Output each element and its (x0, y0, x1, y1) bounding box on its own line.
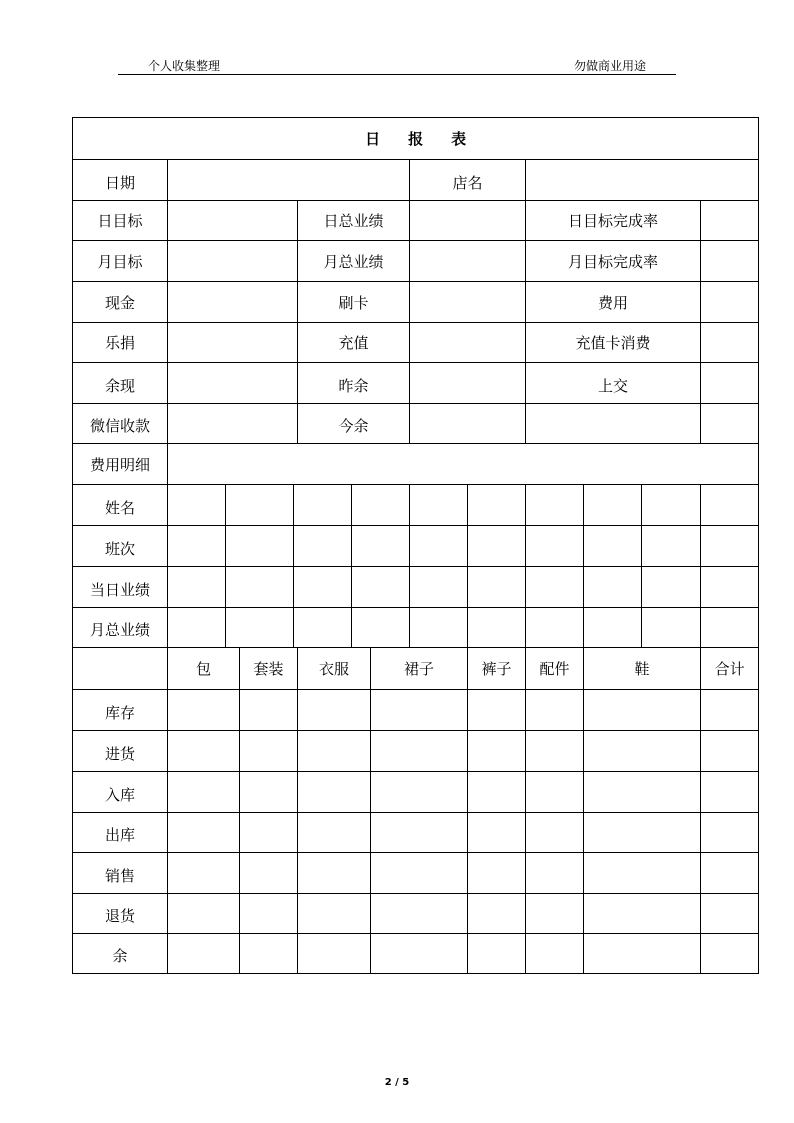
sales-row (73, 853, 759, 894)
row-label: 今余 (298, 404, 410, 444)
grid-cell[interactable] (468, 608, 526, 648)
grid-cell[interactable] (226, 526, 294, 567)
grid-cell[interactable] (371, 731, 468, 772)
grid-cell[interactable] (240, 894, 298, 934)
grid-cell[interactable] (701, 526, 759, 567)
grid-cell[interactable] (168, 526, 226, 567)
grid-cell[interactable] (298, 813, 371, 853)
grid-cell[interactable] (468, 934, 526, 974)
header-right-text: 勿做商业用途 (573, 59, 646, 73)
grid-cell[interactable] (642, 567, 701, 608)
column-header: 裙子 (371, 648, 468, 690)
grid-cell[interactable] (298, 772, 371, 813)
grid-cell[interactable] (168, 485, 226, 526)
row-label: 日总业绩 (298, 201, 410, 241)
grid-cell[interactable] (701, 934, 759, 974)
grid-cell[interactable] (294, 608, 352, 648)
grid-cell[interactable] (642, 526, 701, 567)
row-label: 费用 (526, 282, 701, 323)
header-left-text: 个人收集整理 (148, 59, 221, 73)
date-value-cell[interactable] (168, 160, 410, 201)
store-name-value-cell[interactable] (526, 160, 759, 201)
expense-detail-value-cell[interactable] (168, 444, 759, 485)
value-cell[interactable] (168, 241, 298, 282)
row-label: 姓名 (73, 485, 168, 526)
grid-cell[interactable] (240, 813, 298, 853)
grid-cell[interactable] (240, 690, 298, 731)
grid-cell[interactable] (584, 608, 642, 648)
expense-detail-row (73, 444, 759, 485)
grid-cell[interactable] (584, 813, 701, 853)
value-cell[interactable] (168, 201, 298, 241)
return-row (73, 894, 759, 934)
grid-cell[interactable] (526, 813, 584, 853)
row-label: 出库 (73, 813, 168, 853)
value-cell[interactable] (410, 404, 526, 444)
row-label: 费用明细 (73, 444, 168, 485)
grid-cell[interactable] (584, 772, 701, 813)
row-label: 余现 (73, 363, 168, 404)
column-header: 套装 (240, 648, 298, 690)
row-label: 退货 (73, 894, 168, 934)
grid-cell[interactable] (584, 731, 701, 772)
grid-cell[interactable] (294, 526, 352, 567)
grid-cell[interactable] (584, 690, 701, 731)
report-title (73, 118, 759, 160)
row-label: 充值 (298, 323, 410, 363)
grid-cell[interactable] (468, 853, 526, 894)
grid-cell[interactable] (701, 567, 759, 608)
staff-name-row (73, 485, 759, 526)
row-label: 乐捐 (73, 323, 168, 363)
value-cell[interactable] (526, 404, 701, 444)
grid-cell[interactable] (701, 731, 759, 772)
staff-shift-row (73, 526, 759, 567)
donation-row (73, 323, 759, 363)
grid-cell[interactable] (168, 567, 226, 608)
cash-row (73, 282, 759, 323)
inbound-row (73, 772, 759, 813)
row-label: 月总业绩 (73, 608, 168, 648)
grid-cell[interactable] (584, 485, 642, 526)
row-label: 充值卡消费 (526, 323, 701, 363)
grid-cell[interactable] (371, 853, 468, 894)
value-cell[interactable] (168, 363, 298, 404)
grid-cell[interactable] (526, 772, 584, 813)
date-label: 日期 (73, 160, 168, 201)
title-row (73, 118, 759, 160)
value-cell[interactable] (168, 323, 298, 363)
grid-cell[interactable] (701, 813, 759, 853)
row-label: 班次 (73, 526, 168, 567)
grid-cell[interactable] (410, 485, 468, 526)
grid-cell[interactable] (584, 894, 701, 934)
value-cell[interactable] (701, 201, 759, 241)
purchase-row (73, 731, 759, 772)
grid-cell[interactable] (226, 608, 294, 648)
column-header: 包 (168, 648, 240, 690)
grid-cell[interactable] (410, 526, 468, 567)
grid-cell[interactable] (371, 813, 468, 853)
grid-cell[interactable] (526, 934, 584, 974)
grid-cell[interactable] (240, 853, 298, 894)
grid-cell[interactable] (701, 608, 759, 648)
value-cell[interactable] (410, 323, 526, 363)
row-label: 日目标 (73, 201, 168, 241)
row-label: 月总业绩 (298, 241, 410, 282)
title-char: 报 (408, 130, 424, 148)
target-row-daily (73, 201, 759, 241)
grid-cell[interactable] (701, 772, 759, 813)
grid-cell[interactable] (526, 853, 584, 894)
grid-cell[interactable] (584, 567, 642, 608)
grid-cell[interactable] (168, 772, 240, 813)
grid-cell[interactable] (410, 567, 468, 608)
grid-cell[interactable] (468, 772, 526, 813)
grid-cell[interactable] (371, 690, 468, 731)
grid-cell[interactable] (701, 853, 759, 894)
grid-cell[interactable] (526, 526, 584, 567)
row-label: 日目标完成率 (526, 201, 701, 241)
product-header-row (73, 648, 759, 690)
column-header: 配件 (526, 648, 584, 690)
grid-cell[interactable] (642, 608, 701, 648)
row-label: 月目标完成率 (526, 241, 701, 282)
grid-cell[interactable] (468, 567, 526, 608)
column-header: 衣服 (298, 648, 371, 690)
row-label: 库存 (73, 690, 168, 731)
title-char: 表 (451, 130, 467, 148)
grid-cell[interactable] (642, 485, 701, 526)
column-header: 裤子 (468, 648, 526, 690)
stock-row (73, 690, 759, 731)
row-label: 当日业绩 (73, 567, 168, 608)
grid-cell[interactable] (584, 853, 701, 894)
value-cell[interactable] (410, 282, 526, 323)
row-label: 刷卡 (298, 282, 410, 323)
grid-cell[interactable] (468, 813, 526, 853)
grid-cell[interactable] (584, 526, 642, 567)
grid-cell[interactable] (526, 731, 584, 772)
grid-cell[interactable] (584, 934, 701, 974)
grid-cell[interactable] (352, 485, 410, 526)
wechat-row (73, 404, 759, 444)
row-label: 上交 (526, 363, 701, 404)
grid-cell[interactable] (371, 894, 468, 934)
corner-cell (73, 648, 168, 690)
grid-cell[interactable] (226, 485, 294, 526)
grid-cell[interactable] (294, 485, 352, 526)
column-header: 鞋 (584, 648, 701, 690)
grid-cell[interactable] (352, 526, 410, 567)
page-header (118, 56, 676, 75)
value-cell[interactable] (410, 201, 526, 241)
title-char: 日 (365, 130, 381, 148)
grid-cell[interactable] (168, 894, 240, 934)
value-cell[interactable] (701, 404, 759, 444)
page-number: 2 / 5 (384, 1077, 410, 1088)
value-cell[interactable] (410, 363, 526, 404)
row-label: 月目标 (73, 241, 168, 282)
grid-cell[interactable] (298, 853, 371, 894)
value-cell[interactable] (410, 241, 526, 282)
grid-cell[interactable] (526, 894, 584, 934)
grid-cell[interactable] (298, 894, 371, 934)
grid-cell[interactable] (701, 690, 759, 731)
grid-cell[interactable] (468, 894, 526, 934)
grid-cell[interactable] (240, 772, 298, 813)
daily-report-table (72, 117, 759, 974)
grid-cell[interactable] (526, 608, 584, 648)
value-cell[interactable] (168, 282, 298, 323)
row-label: 现金 (73, 282, 168, 323)
value-cell[interactable] (701, 241, 759, 282)
grid-cell[interactable] (168, 690, 240, 731)
row-label: 微信收款 (73, 404, 168, 444)
staff-monthly-sales-row (73, 608, 759, 648)
grid-cell[interactable] (298, 690, 371, 731)
grid-cell[interactable] (468, 526, 526, 567)
staff-daily-sales-row (73, 567, 759, 608)
grid-cell[interactable] (294, 567, 352, 608)
grid-cell[interactable] (240, 934, 298, 974)
row-label: 销售 (73, 853, 168, 894)
grid-cell[interactable] (526, 690, 584, 731)
column-header: 合计 (701, 648, 759, 690)
date-row (73, 160, 759, 201)
outbound-row (73, 813, 759, 853)
value-cell[interactable] (701, 282, 759, 323)
grid-cell[interactable] (468, 485, 526, 526)
grid-cell[interactable] (701, 894, 759, 934)
target-row-monthly (73, 241, 759, 282)
row-label: 入库 (73, 772, 168, 813)
grid-cell[interactable] (352, 567, 410, 608)
grid-cell[interactable] (168, 731, 240, 772)
balance-row (73, 363, 759, 404)
grid-cell[interactable] (526, 567, 584, 608)
grid-cell[interactable] (240, 731, 298, 772)
grid-cell[interactable] (168, 934, 240, 974)
row-label: 进货 (73, 731, 168, 772)
grid-cell[interactable] (168, 853, 240, 894)
grid-cell[interactable] (371, 772, 468, 813)
grid-cell[interactable] (526, 485, 584, 526)
row-label: 余 (73, 934, 168, 974)
grid-cell[interactable] (168, 813, 240, 853)
grid-cell[interactable] (468, 690, 526, 731)
remaining-row (73, 934, 759, 974)
grid-cell[interactable] (410, 608, 468, 648)
grid-cell[interactable] (168, 608, 226, 648)
grid-cell[interactable] (352, 608, 410, 648)
value-cell[interactable] (168, 404, 298, 444)
store-name-label: 店名 (410, 160, 526, 201)
grid-cell[interactable] (226, 567, 294, 608)
grid-cell[interactable] (701, 485, 759, 526)
row-label: 昨余 (298, 363, 410, 404)
grid-cell[interactable] (371, 934, 468, 974)
grid-cell[interactable] (468, 731, 526, 772)
grid-cell[interactable] (298, 731, 371, 772)
value-cell[interactable] (701, 363, 759, 404)
grid-cell[interactable] (298, 934, 371, 974)
value-cell[interactable] (701, 323, 759, 363)
